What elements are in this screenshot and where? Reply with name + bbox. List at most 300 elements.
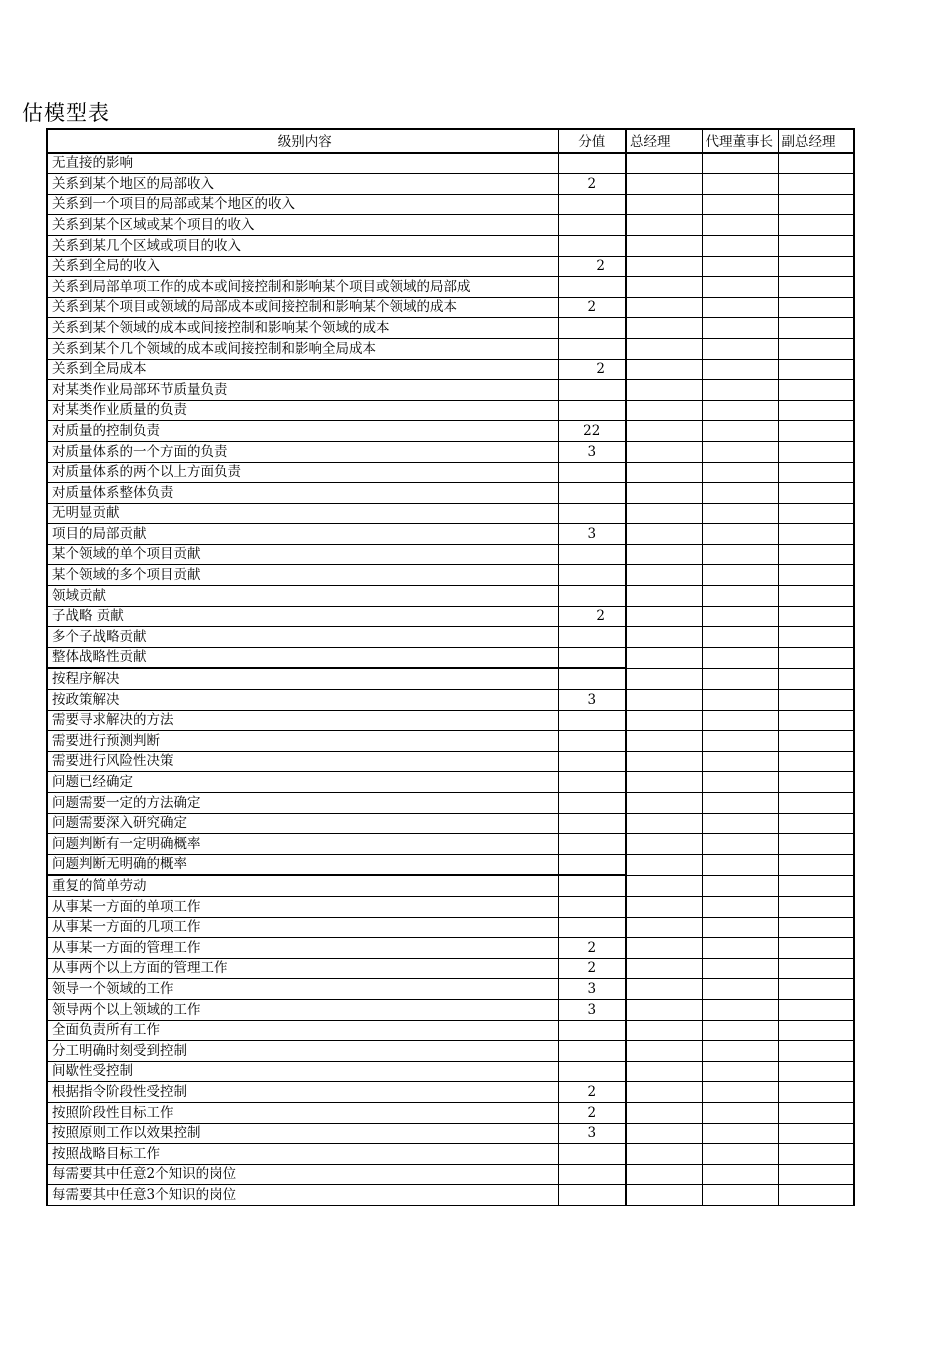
row-score	[558, 215, 626, 236]
score-cell-deputy-gm[interactable]	[778, 1061, 854, 1082]
row-score: 3	[558, 690, 626, 711]
table-row	[47, 751, 854, 772]
score-cell-gm[interactable]	[626, 441, 702, 462]
score-cell-gm[interactable]	[626, 1185, 702, 1206]
row-content: 问题需要一定的方法确定	[47, 793, 558, 814]
score-cell-gm[interactable]	[626, 1082, 702, 1103]
score-cell-deputy-gm[interactable]	[778, 194, 854, 215]
table-row	[47, 668, 854, 689]
score-cell-acting-chairman[interactable]	[702, 690, 778, 711]
score-cell-deputy-gm[interactable]	[778, 854, 854, 875]
table-row	[47, 710, 854, 731]
table-row	[47, 606, 854, 627]
score-cell-deputy-gm[interactable]	[778, 215, 854, 236]
row-content: 间歇性受控制	[47, 1061, 558, 1082]
score-cell-acting-chairman[interactable]	[702, 565, 778, 586]
row-content: 对质量体系的一个方面的负责	[47, 441, 558, 462]
score-cell-acting-chairman[interactable]	[702, 627, 778, 648]
row-score	[558, 668, 626, 689]
row-content: 从事某一方面的管理工作	[47, 938, 558, 959]
table-row	[47, 421, 854, 442]
score-cell-acting-chairman[interactable]	[702, 1041, 778, 1062]
row-score	[558, 917, 626, 938]
score-cell-deputy-gm[interactable]	[778, 586, 854, 607]
score-cell-acting-chairman[interactable]	[702, 813, 778, 834]
row-content: 问题判断无明确的概率	[47, 854, 558, 875]
score-cell-gm[interactable]	[626, 896, 702, 917]
score-cell-gm[interactable]	[626, 999, 702, 1020]
score-cell-acting-chairman[interactable]	[702, 999, 778, 1020]
score-cell-acting-chairman[interactable]	[702, 1185, 778, 1206]
row-content: 根据指令阶段性受控制	[47, 1082, 558, 1103]
table-row	[47, 277, 854, 298]
row-content: 按程序解决	[47, 668, 558, 689]
table-row	[47, 690, 854, 711]
score-cell-gm[interactable]	[626, 854, 702, 875]
score-cell-acting-chairman[interactable]	[702, 875, 778, 896]
row-content: 每需要其中任意2个知识的岗位	[47, 1164, 558, 1185]
table-row	[47, 834, 854, 855]
row-content: 问题需要深入研究确定	[47, 813, 558, 834]
row-content: 对质量体系的两个以上方面负责	[47, 462, 558, 483]
row-content: 按政策解决	[47, 690, 558, 711]
row-score: 2	[558, 174, 626, 195]
page-title: 估模型表	[22, 101, 110, 125]
score-cell-acting-chairman[interactable]	[702, 421, 778, 442]
score-cell-deputy-gm[interactable]	[778, 1102, 854, 1123]
table-row	[47, 483, 854, 504]
score-cell-deputy-gm[interactable]	[778, 668, 854, 689]
score-cell-gm[interactable]	[626, 235, 702, 256]
score-cell-deputy-gm[interactable]	[778, 503, 854, 524]
score-cell-deputy-gm[interactable]	[778, 690, 854, 711]
score-cell-gm[interactable]	[626, 1144, 702, 1165]
table-row	[47, 999, 854, 1020]
row-content: 关系到全局成本	[47, 359, 558, 380]
score-cell-deputy-gm[interactable]	[778, 958, 854, 979]
score-cell-deputy-gm[interactable]	[778, 256, 854, 277]
score-cell-acting-chairman[interactable]	[702, 938, 778, 959]
score-cell-deputy-gm[interactable]	[778, 1041, 854, 1062]
row-score	[558, 896, 626, 917]
row-score	[558, 586, 626, 607]
table-row	[47, 235, 854, 256]
score-cell-acting-chairman[interactable]	[702, 854, 778, 875]
score-cell-gm[interactable]	[626, 565, 702, 586]
row-score	[558, 462, 626, 483]
row-score: 3	[558, 999, 626, 1020]
score-cell-gm[interactable]	[626, 938, 702, 959]
score-cell-gm[interactable]	[626, 813, 702, 834]
row-content: 某个领域的单个项目贡献	[47, 544, 558, 565]
table-row	[47, 938, 854, 959]
score-cell-gm[interactable]	[626, 544, 702, 565]
score-cell-deputy-gm[interactable]	[778, 834, 854, 855]
row-score: 3	[558, 524, 626, 545]
score-cell-gm[interactable]	[626, 731, 702, 752]
score-cell-deputy-gm[interactable]	[778, 1082, 854, 1103]
score-cell-gm[interactable]	[626, 751, 702, 772]
row-score	[558, 544, 626, 565]
table-row	[47, 772, 854, 793]
table-row	[47, 1123, 854, 1144]
score-cell-acting-chairman[interactable]	[702, 524, 778, 545]
table-row	[47, 524, 854, 545]
score-cell-gm[interactable]	[626, 1041, 702, 1062]
score-cell-gm[interactable]	[626, 834, 702, 855]
score-cell-acting-chairman[interactable]	[702, 1102, 778, 1123]
score-cell-gm[interactable]	[626, 875, 702, 896]
score-cell-deputy-gm[interactable]	[778, 979, 854, 1000]
row-score: 2	[558, 958, 626, 979]
score-cell-deputy-gm[interactable]	[778, 627, 854, 648]
table-row	[47, 1082, 854, 1103]
score-cell-acting-chairman[interactable]	[702, 1144, 778, 1165]
row-content: 对某类作业质量的负责	[47, 400, 558, 421]
score-cell-acting-chairman[interactable]	[702, 297, 778, 318]
row-content: 无明显贡献	[47, 503, 558, 524]
score-cell-gm[interactable]	[626, 627, 702, 648]
row-content: 分工明确时刻受到控制	[47, 1041, 558, 1062]
row-content: 问题判断有一定明确概率	[47, 834, 558, 855]
score-cell-acting-chairman[interactable]	[702, 586, 778, 607]
row-content: 需要进行风险性决策	[47, 751, 558, 772]
header-role-gm: 总经理	[626, 129, 702, 153]
score-cell-gm[interactable]	[626, 710, 702, 731]
row-score	[558, 1041, 626, 1062]
row-content: 关系到一个项目的局部或某个地区的收入	[47, 194, 558, 215]
score-cell-acting-chairman[interactable]	[702, 256, 778, 277]
table-row	[47, 647, 854, 668]
table-row	[47, 793, 854, 814]
score-cell-deputy-gm[interactable]	[778, 938, 854, 959]
score-cell-acting-chairman[interactable]	[702, 1082, 778, 1103]
score-cell-deputy-gm[interactable]	[778, 483, 854, 504]
row-score	[558, 503, 626, 524]
score-cell-gm[interactable]	[626, 647, 702, 668]
row-content: 关系到某几个区域或项目的收入	[47, 235, 558, 256]
score-cell-gm[interactable]	[626, 174, 702, 195]
score-cell-deputy-gm[interactable]	[778, 1144, 854, 1165]
score-cell-deputy-gm[interactable]	[778, 462, 854, 483]
score-cell-gm[interactable]	[626, 338, 702, 359]
row-score	[558, 194, 626, 215]
row-score	[558, 813, 626, 834]
score-cell-deputy-gm[interactable]	[778, 1185, 854, 1206]
score-cell-acting-chairman[interactable]	[702, 917, 778, 938]
score-cell-gm[interactable]	[626, 1020, 702, 1041]
table-row	[47, 627, 854, 648]
row-content: 多个子战略贡献	[47, 627, 558, 648]
score-cell-gm[interactable]	[626, 917, 702, 938]
table-row	[47, 215, 854, 236]
score-cell-deputy-gm[interactable]	[778, 277, 854, 298]
score-cell-acting-chairman[interactable]	[702, 441, 778, 462]
row-content: 按照战略目标工作	[47, 1144, 558, 1165]
row-score	[558, 647, 626, 668]
row-content: 对质量体系整体负责	[47, 483, 558, 504]
score-cell-acting-chairman[interactable]	[702, 731, 778, 752]
score-cell-gm[interactable]	[626, 690, 702, 711]
score-cell-gm[interactable]	[626, 462, 702, 483]
row-score: 2	[558, 606, 626, 627]
score-cell-acting-chairman[interactable]	[702, 400, 778, 421]
row-score	[558, 710, 626, 731]
score-cell-deputy-gm[interactable]	[778, 544, 854, 565]
score-cell-deputy-gm[interactable]	[778, 813, 854, 834]
header-role-deputy-gm: 副总经理	[778, 129, 854, 153]
row-score	[558, 627, 626, 648]
score-cell-gm[interactable]	[626, 979, 702, 1000]
score-cell-deputy-gm[interactable]	[778, 421, 854, 442]
row-score: 2	[558, 256, 626, 277]
score-cell-gm[interactable]	[626, 153, 702, 174]
table-row	[47, 1041, 854, 1062]
score-cell-acting-chairman[interactable]	[702, 235, 778, 256]
table-row	[47, 441, 854, 462]
table-row	[47, 1185, 854, 1206]
table-row	[47, 565, 854, 586]
score-cell-acting-chairman[interactable]	[702, 380, 778, 401]
score-cell-deputy-gm[interactable]	[778, 359, 854, 380]
table-row	[47, 854, 854, 875]
score-cell-gm[interactable]	[626, 793, 702, 814]
table-header-row	[47, 129, 854, 153]
row-content: 对某类作业局部环节质量负责	[47, 380, 558, 401]
score-cell-deputy-gm[interactable]	[778, 793, 854, 814]
score-cell-acting-chairman[interactable]	[702, 483, 778, 504]
row-score	[558, 483, 626, 504]
score-cell-gm[interactable]	[626, 772, 702, 793]
row-score: 2	[558, 1082, 626, 1103]
table-row	[47, 896, 854, 917]
score-cell-gm[interactable]	[626, 1102, 702, 1123]
table-row	[47, 544, 854, 565]
row-score	[558, 318, 626, 339]
row-score	[558, 751, 626, 772]
score-cell-gm[interactable]	[626, 958, 702, 979]
row-score	[558, 565, 626, 586]
table-row	[47, 462, 854, 483]
row-score	[558, 1061, 626, 1082]
row-content: 从事某一方面的单项工作	[47, 896, 558, 917]
row-score: 3	[558, 1123, 626, 1144]
header-score: 分值	[558, 129, 626, 153]
score-cell-gm[interactable]	[626, 215, 702, 236]
table-row	[47, 318, 854, 339]
score-cell-deputy-gm[interactable]	[778, 338, 854, 359]
row-content: 某个领域的多个项目贡献	[47, 565, 558, 586]
score-cell-gm[interactable]	[626, 1123, 702, 1144]
score-cell-gm[interactable]	[626, 668, 702, 689]
score-cell-deputy-gm[interactable]	[778, 606, 854, 627]
score-cell-acting-chairman[interactable]	[702, 1123, 778, 1144]
score-cell-acting-chairman[interactable]	[702, 834, 778, 855]
score-cell-deputy-gm[interactable]	[778, 297, 854, 318]
table-row	[47, 194, 854, 215]
score-cell-deputy-gm[interactable]	[778, 710, 854, 731]
row-content: 关系到某个区域或某个项目的收入	[47, 215, 558, 236]
row-content: 项目的局部贡献	[47, 524, 558, 545]
row-content: 按照原则工作以效果控制	[47, 1123, 558, 1144]
row-content: 无直接的影响	[47, 153, 558, 174]
score-cell-acting-chairman[interactable]	[702, 544, 778, 565]
row-content: 从事某一方面的几项工作	[47, 917, 558, 938]
row-content: 重复的简单劳动	[47, 875, 558, 896]
score-cell-acting-chairman[interactable]	[702, 772, 778, 793]
score-cell-acting-chairman[interactable]	[702, 668, 778, 689]
score-cell-acting-chairman[interactable]	[702, 647, 778, 668]
row-content: 全面负责所有工作	[47, 1020, 558, 1041]
score-cell-deputy-gm[interactable]	[778, 917, 854, 938]
row-score	[558, 400, 626, 421]
score-cell-acting-chairman[interactable]	[702, 277, 778, 298]
row-content: 按照阶段性目标工作	[47, 1102, 558, 1123]
score-cell-acting-chairman[interactable]	[702, 503, 778, 524]
score-cell-deputy-gm[interactable]	[778, 565, 854, 586]
row-content: 关系到某个项目或领域的局部成本或间接控制和影响某个领域的成本	[47, 297, 558, 318]
score-cell-acting-chairman[interactable]	[702, 174, 778, 195]
table-row	[47, 1164, 854, 1185]
score-cell-deputy-gm[interactable]	[778, 731, 854, 752]
table-row	[47, 380, 854, 401]
row-score	[558, 338, 626, 359]
score-cell-acting-chairman[interactable]	[702, 793, 778, 814]
score-cell-acting-chairman[interactable]	[702, 194, 778, 215]
score-cell-deputy-gm[interactable]	[778, 999, 854, 1020]
score-cell-acting-chairman[interactable]	[702, 979, 778, 1000]
row-score	[558, 793, 626, 814]
score-cell-deputy-gm[interactable]	[778, 772, 854, 793]
score-cell-acting-chairman[interactable]	[702, 318, 778, 339]
table-row	[47, 979, 854, 1000]
row-content: 整体战略性贡献	[47, 647, 558, 668]
header-role-acting-chairman: 代理董事长	[702, 129, 778, 153]
score-cell-deputy-gm[interactable]	[778, 400, 854, 421]
score-cell-deputy-gm[interactable]	[778, 751, 854, 772]
score-cell-acting-chairman[interactable]	[702, 462, 778, 483]
table-row	[47, 586, 854, 607]
row-score	[558, 772, 626, 793]
row-score	[558, 1185, 626, 1206]
table-row	[47, 153, 854, 174]
score-cell-acting-chairman[interactable]	[702, 1164, 778, 1185]
row-content: 子战略 贡献	[47, 606, 558, 627]
row-score: 22	[558, 421, 626, 442]
row-score	[558, 875, 626, 896]
row-score	[558, 731, 626, 752]
score-cell-gm[interactable]	[626, 586, 702, 607]
score-cell-deputy-gm[interactable]	[778, 153, 854, 174]
score-cell-gm[interactable]	[626, 318, 702, 339]
row-content: 关系到某个地区的局部收入	[47, 174, 558, 195]
score-cell-acting-chairman[interactable]	[702, 1061, 778, 1082]
score-cell-gm[interactable]	[626, 503, 702, 524]
score-cell-acting-chairman[interactable]	[702, 215, 778, 236]
score-cell-acting-chairman[interactable]	[702, 1020, 778, 1041]
header-content: 级别内容	[47, 129, 558, 153]
row-score: 2	[558, 938, 626, 959]
score-cell-deputy-gm[interactable]	[778, 318, 854, 339]
score-cell-deputy-gm[interactable]	[778, 524, 854, 545]
score-cell-acting-chairman[interactable]	[702, 338, 778, 359]
row-score	[558, 1164, 626, 1185]
table-row	[47, 338, 854, 359]
row-score	[558, 1144, 626, 1165]
row-score: 2	[558, 1102, 626, 1123]
table-row	[47, 297, 854, 318]
table-row	[47, 1102, 854, 1123]
row-score	[558, 277, 626, 298]
score-cell-gm[interactable]	[626, 483, 702, 504]
score-cell-gm[interactable]	[626, 277, 702, 298]
score-cell-gm[interactable]	[626, 1164, 702, 1185]
row-score: 3	[558, 441, 626, 462]
score-cell-gm[interactable]	[626, 606, 702, 627]
score-cell-deputy-gm[interactable]	[778, 441, 854, 462]
table-row	[47, 1061, 854, 1082]
score-cell-deputy-gm[interactable]	[778, 647, 854, 668]
table-row	[47, 813, 854, 834]
score-cell-acting-chairman[interactable]	[702, 710, 778, 731]
row-score	[558, 235, 626, 256]
row-content: 关系到局部单项工作的成本或间接控制和影响某个项目或领域的局部成	[47, 277, 558, 298]
row-score: 2	[558, 297, 626, 318]
evaluation-table	[46, 128, 855, 1206]
score-cell-gm[interactable]	[626, 400, 702, 421]
score-cell-gm[interactable]	[626, 380, 702, 401]
row-content: 每需要其中任意3个知识的岗位	[47, 1185, 558, 1206]
row-content: 领导一个领域的工作	[47, 979, 558, 1000]
row-score	[558, 1020, 626, 1041]
score-cell-acting-chairman[interactable]	[702, 153, 778, 174]
score-cell-gm[interactable]	[626, 297, 702, 318]
row-score	[558, 834, 626, 855]
score-cell-gm[interactable]	[626, 524, 702, 545]
table-row	[47, 731, 854, 752]
score-cell-acting-chairman[interactable]	[702, 751, 778, 772]
score-cell-gm[interactable]	[626, 1061, 702, 1082]
row-content: 关系到全局的收入	[47, 256, 558, 277]
score-cell-acting-chairman[interactable]	[702, 896, 778, 917]
score-cell-deputy-gm[interactable]	[778, 380, 854, 401]
table-row	[47, 400, 854, 421]
row-score: 2	[558, 359, 626, 380]
score-cell-gm[interactable]	[626, 421, 702, 442]
row-content: 从事两个以上方面的管理工作	[47, 958, 558, 979]
score-cell-deputy-gm[interactable]	[778, 896, 854, 917]
score-cell-deputy-gm[interactable]	[778, 875, 854, 896]
table-row	[47, 174, 854, 195]
table-row	[47, 359, 854, 380]
score-cell-deputy-gm[interactable]	[778, 1020, 854, 1041]
score-cell-gm[interactable]	[626, 359, 702, 380]
score-cell-gm[interactable]	[626, 194, 702, 215]
score-cell-acting-chairman[interactable]	[702, 359, 778, 380]
row-content: 关系到某个几个领域的成本或间接控制和影响全局成本	[47, 338, 558, 359]
row-score	[558, 153, 626, 174]
score-cell-acting-chairman[interactable]	[702, 606, 778, 627]
score-cell-acting-chairman[interactable]	[702, 958, 778, 979]
score-cell-gm[interactable]	[626, 256, 702, 277]
score-cell-deputy-gm[interactable]	[778, 235, 854, 256]
row-score: 3	[558, 979, 626, 1000]
score-cell-deputy-gm[interactable]	[778, 1164, 854, 1185]
score-cell-deputy-gm[interactable]	[778, 174, 854, 195]
score-cell-deputy-gm[interactable]	[778, 1123, 854, 1144]
table-row	[47, 503, 854, 524]
row-content: 领域贡献	[47, 586, 558, 607]
